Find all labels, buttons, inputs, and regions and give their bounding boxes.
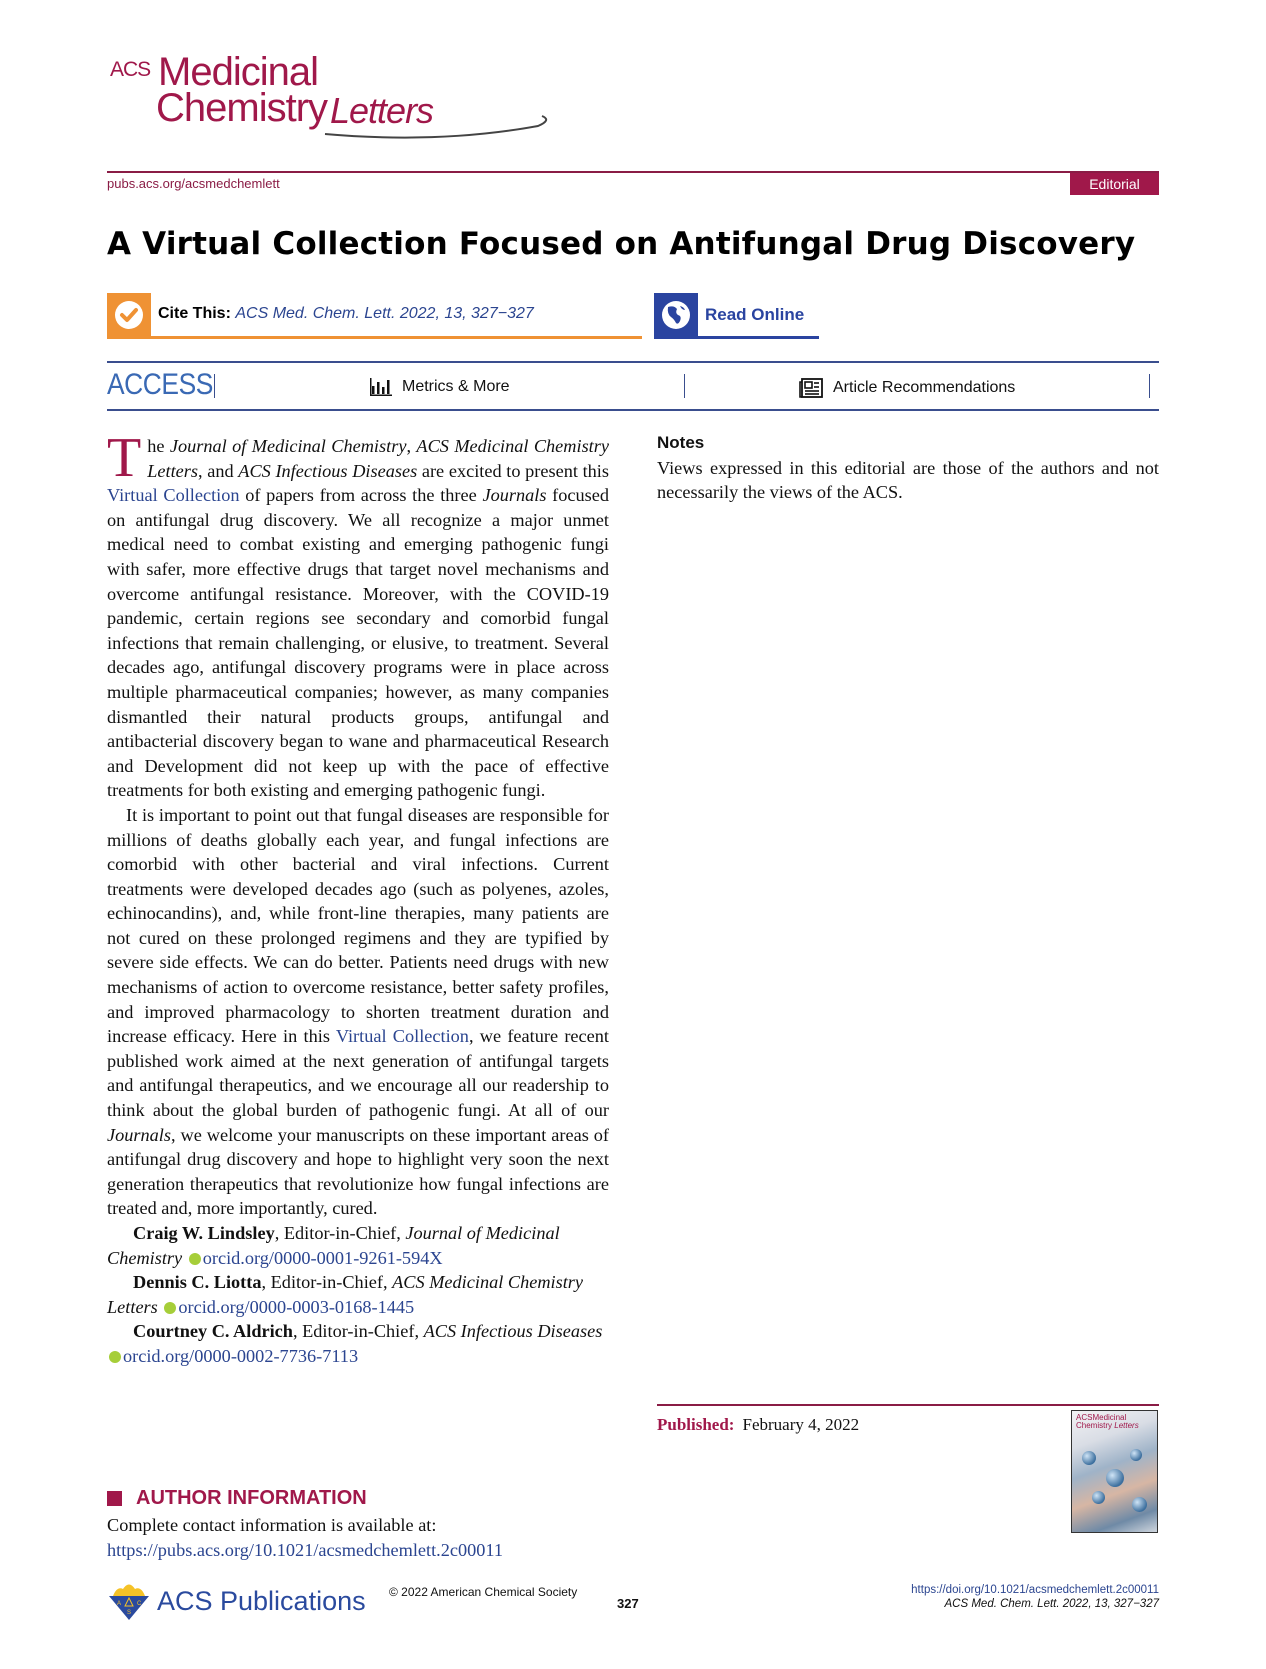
journal-site-link[interactable]: pubs.acs.org/acsmedchemlett — [107, 176, 280, 191]
molecule-graphic — [1082, 1451, 1096, 1465]
footer-citation: ACS Med. Chem. Lett. 2022, 13, 327−327 — [944, 1598, 1159, 1610]
article-recommendations-button[interactable]: Article Recommendations — [799, 378, 1015, 398]
checkmark-circle-icon — [107, 293, 151, 336]
citation-text: Cite This: ACS Med. Chem. Lett. 2022, 13, 327−327 — [158, 305, 534, 322]
author-information-heading: AUTHOR INFORMATION — [107, 1487, 367, 1510]
journal-cover-image[interactable]: ACSMedicinal Chemistry Letters — [1071, 1410, 1158, 1533]
orcid-link[interactable]: orcid.org/0000-0002-7736-7113 — [123, 1345, 359, 1366]
paragraph-1: The Journal of Medicinal Chemistry, ACS Medicinal Chemistry Letters, and ACS Infectious Diseases are excited to present this Virtual Collection of papers from across the three Journals focused on antifungal drug discovery. We all recognize a major unmet medical need to combat existing and emerging pathogenic fungi with safer, more effective drugs that target novel mechanisms and overcome antifungal resistance. Moreover, with the COVID-19 pandemic, certain regions see secondary and comorbid fungal infections that remain challenging, or elusive, to treatment. Several decades ago, antifungal discovery programs were in place across multiple pharmaceutical companies; however, as many companies dismantled their natural products groups, antifungal and antibacterial discovery began to wane and pharmaceutical Research and Development did not keep up with the pace of effective treatments for both existing and emerging pathogenic fungi. — [107, 427, 610, 801]
doi-link[interactable]: https://doi.org/10.1021/acsmedchemlett.2c00011 — [911, 1584, 1159, 1596]
molecule-graphic — [1130, 1449, 1142, 1461]
article-body — [107, 427, 610, 1369]
read-online-button[interactable]: Read Online — [654, 293, 819, 339]
published-rule — [657, 1404, 1159, 1406]
molecule-graphic — [1132, 1497, 1147, 1512]
svg-text:C: C — [137, 1601, 142, 1607]
access-bar-bottom-rule — [107, 409, 1159, 411]
divider — [214, 374, 215, 398]
article-title: A Virtual Collection Focused on Antifungal Drug Discovery — [107, 226, 1136, 262]
signature-lindsley: Craig W. Lindsley, Editor-in-Chief, Journal of Medicinal Chemistry orcid.org/0000-0001-9261-594X — [107, 1223, 560, 1268]
cite-this-button[interactable] — [107, 293, 642, 339]
notes-text: Views expressed in this editorial are those of the authors and not necessarily the views of the ACS. — [657, 458, 1159, 502]
svg-text:S: S — [127, 1610, 132, 1616]
contact-info-link[interactable]: https://pubs.acs.org/10.1021/acsmedchemlett.2c00011 — [107, 1539, 504, 1560]
orcid-icon — [189, 1253, 201, 1265]
acs-publications-logo[interactable]: A C S ACS Publications — [107, 1580, 366, 1622]
section-square-icon — [107, 1491, 122, 1506]
paragraph-2: It is important to point out that fungal diseases are responsible for millions of deaths globally each year, and fungal infections are comorbid with other bacterial and viral infections. Current treatments were developed decades ago (such as polyenes, azoles, echinocandins), and, while front-line therapies, many patients are not cured on these prolonged regimens and they are typified by severe side effects. We can do better. Patients need drugs with new mechanisms of action to overcome resistance, better safety profiles, and improved pharmacology to shorten treatment duration and increase efficacy. Here in this Virtual Collection, we feature recent published work aimed at the next generation of antifungal targets and antifungal therapeutics, and we encourage all our readership to think about the global burden of pathogenic fungi. At all of our Journals, we welcome your manuscripts on these important areas of antifungal drug discovery and hope to highlight very soon the next generation therapeutics that revolutionize how fungal infections are treated and, more importantly, cured. — [107, 804, 609, 1219]
orcid-link[interactable]: orcid.org/0000-0003-0168-1445 — [178, 1296, 415, 1317]
citation-link[interactable]: ACS Med. Chem. Lett. 2022, 13, 327−327 — [235, 305, 534, 322]
access-label: ACCESS — [107, 368, 213, 401]
notes-heading: Notes — [657, 433, 705, 452]
published-date: Published: February 4, 2022 — [657, 1415, 860, 1434]
virtual-collection-link[interactable]: Virtual Collection — [335, 1026, 469, 1047]
footer-doi — [911, 1583, 1159, 1611]
globe-icon — [654, 293, 698, 336]
metrics-more-button[interactable]: Metrics & More — [370, 378, 510, 396]
orcid-icon — [164, 1302, 176, 1314]
molecule-graphic — [1106, 1469, 1124, 1487]
author-information: Complete contact information is available at: https://pubs.acs.org/10.1021/acsmedchemlett.2c00011 — [107, 1513, 503, 1562]
article-type-badge: Editorial — [1070, 173, 1159, 195]
acs-diamond-icon — [107, 1580, 151, 1622]
bar-chart-icon — [370, 378, 392, 396]
orcid-link[interactable]: orcid.org/0000-0001-9261-594X — [202, 1247, 443, 1268]
page-number: 327 — [617, 1596, 639, 1611]
signature-liotta: Dennis C. Liotta, Editor-in-Chief, ACS Medicinal Chemistry Letters orcid.org/0000-0003-0168-1445 — [107, 1272, 584, 1317]
signature-aldrich: Courtney C. Aldrich, Editor-in-Chief, ACS Infectious Diseases orcid.org/0000-0002-7736-7113 — [107, 1319, 609, 1368]
svg-text:A: A — [117, 1601, 122, 1607]
newspaper-icon — [799, 378, 823, 398]
divider — [684, 374, 685, 398]
logo-swoosh-icon — [320, 114, 550, 140]
header-rule — [107, 171, 1159, 173]
access-bar-top-rule — [107, 361, 1159, 363]
molecule-graphic — [1092, 1491, 1105, 1504]
virtual-collection-link[interactable]: Virtual Collection — [107, 485, 240, 506]
divider — [1149, 374, 1150, 398]
orcid-icon — [109, 1351, 121, 1363]
journal-logo: ACS Medicinal Chemistry Letters — [108, 56, 448, 136]
drop-cap: T — [107, 427, 142, 489]
copyright: © 2022 American Chemical Society — [389, 1585, 578, 1599]
